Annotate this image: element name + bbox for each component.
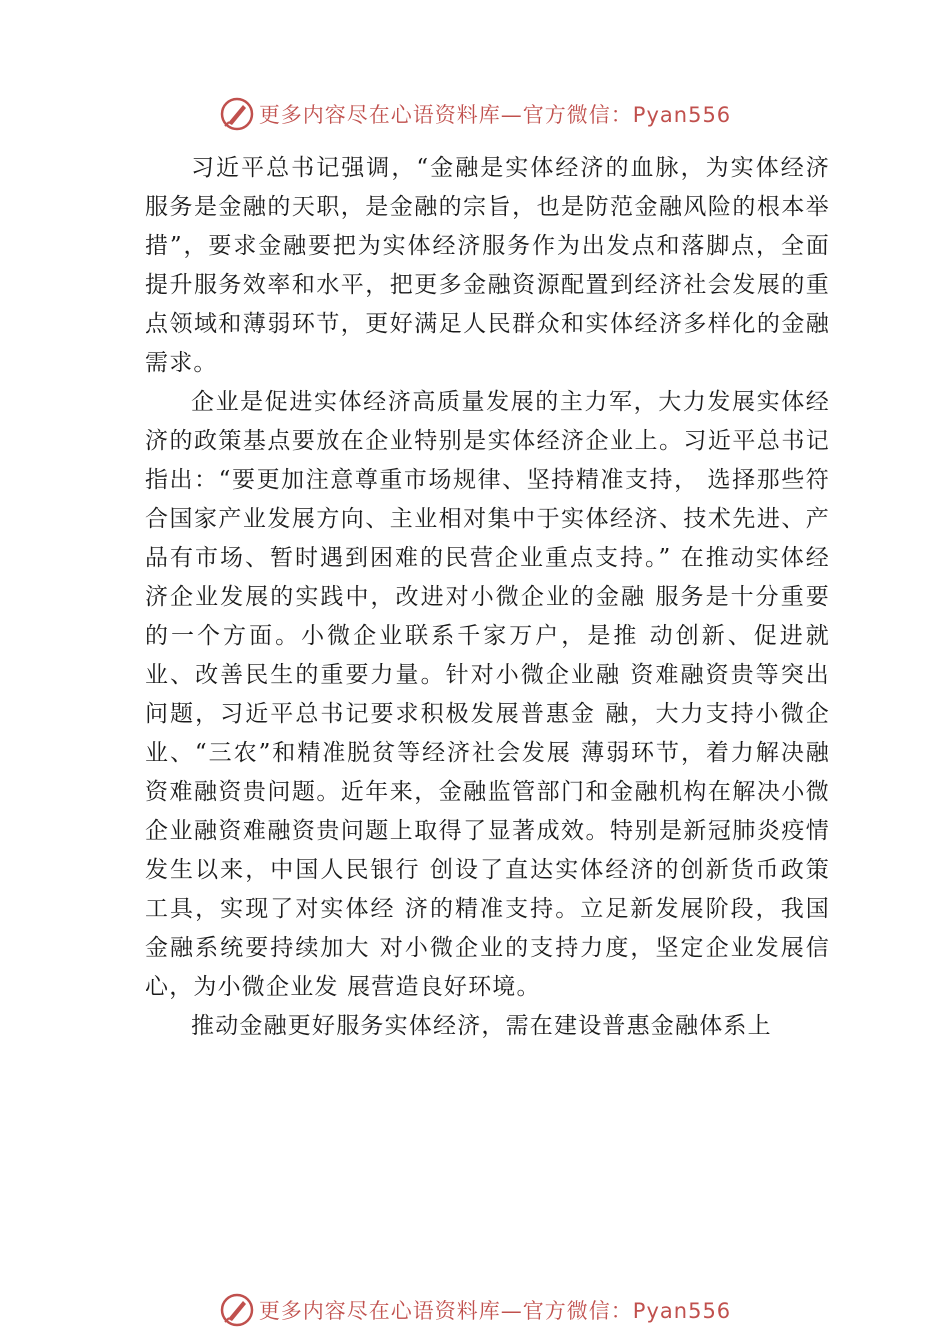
header-banner-text: 更多内容尽在心语资料库—官方微信：Pyan556 — [258, 103, 732, 127]
header-banner — [0, 94, 950, 134]
footer-banner-text: 更多内容尽在心语资料库—官方微信：Pyan556 — [258, 1299, 732, 1323]
paragraph-3: 推动金融更好服务实体经济，需在建设普惠金融体系上 — [191, 1013, 772, 1039]
pen-quill-logo-icon — [219, 96, 255, 132]
document-body — [145, 149, 830, 1046]
footer-banner — [0, 1290, 950, 1330]
pen-quill-logo-icon — [219, 1292, 255, 1328]
paragraph-1: 习近平总书记强调，“金融是实体经济的血脉，为实体经济服务是金融的天职，是金融的宗旨，也是防范金融风险的根本举措”，要求金融要把为实体经济服务作为出发点和落脚点，全面提升服务效率和水平，把更多金融资源配置到经济社会发展的重点领域和薄弱环节，更好满足人民群众和实体经济多样化的金融需求。 — [145, 155, 830, 376]
paragraph-2: 企业是促进实体经济高质量发展的主力军，大力发展实体经济的政策基点要放在企业特别是实体经济企业上。习近平总书记指出：“要更加注意尊重市场规律、坚持精准支持， 选择那些符合国家产业发展方向、主业相对集中于实体经济、技术先进、产品有市场、暂时遇到困难的民营企业重点支持。” 在推动实体经济企业发展的实践中，改进对小微企业的金融 服务是十分重要的一个方面。小微企业联系千家万户，是推 动创新、促进就业、改善民生的重要力量。针对小微企业融 资难融资贵等突出问题，习近平总书记要求积极发展普惠金 融，大力支持小微企业、“三农”和精准脱贫等经济社会发展 薄弱环节，着力解决融资难融资贵问题。近年来，金融监管部门和金融机构在解决小微企业融资难融资贵问题上取得了显著成效。特别是新冠肺炎疫情发生以来，中国人民银行 创设了直达实体经济的创新货币政策工具，实现了对实体经 济的精准支持。立足新发展阶段，我国金融系统要持续加大 对小微企业的支持力度，坚定企业发展信心，为小微企业发 展营造良好环境。 — [145, 389, 830, 1000]
